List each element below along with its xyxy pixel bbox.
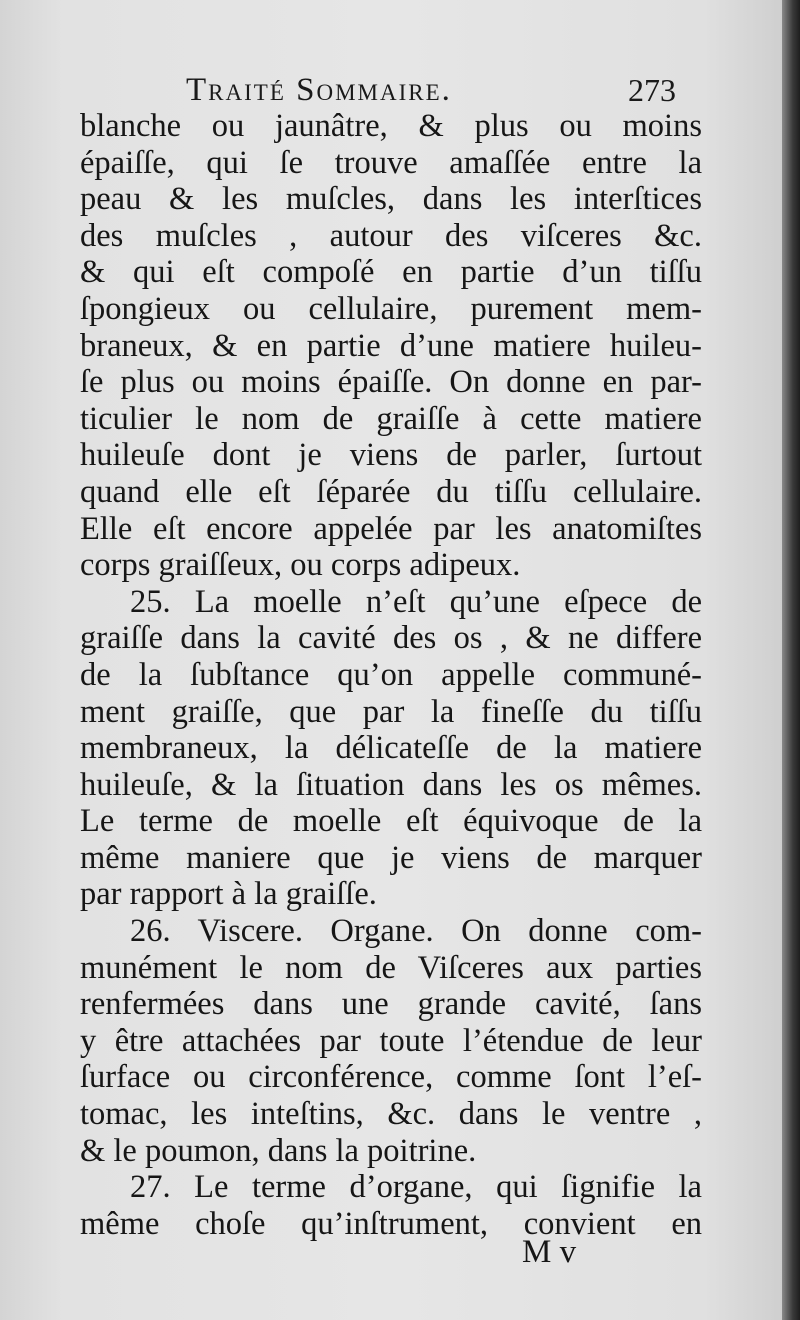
text-line: Elle eſt encore appelée par les anatomiſtes <box>80 510 702 547</box>
text-line: même choſe qu’inſtrument, convient en <box>80 1205 702 1242</box>
text-line: & qui eſt compoſé en partie d’un tiſſu <box>80 254 702 291</box>
text-line: 27. Le terme d’organe, qui ſignifie la <box>130 1169 702 1206</box>
text-line: & le poumon, dans la poitrine. <box>80 1132 477 1169</box>
text-line: par rapport à la graiſſe. <box>80 876 377 913</box>
page-edge-shadow <box>782 0 800 1320</box>
text-line: même maniere que je viens de marquer <box>80 839 702 876</box>
text-line: y être attachées par toute l’étendue de leur <box>80 1022 702 1059</box>
text-line: huileuſe dont je viens de parler, ſurtout <box>80 437 702 474</box>
text-line: renfermées dans une grande cavité, ſans <box>80 986 702 1023</box>
text-line: ſe plus ou moins épaiſſe. On donne en par- <box>80 364 702 401</box>
text-line: de la ſubſtance qu’on appelle communé- <box>80 656 702 693</box>
text-line: quand elle eſt ſéparée du tiſſu cellulaire. <box>80 473 702 510</box>
text-line: ticulier le nom de graiſſe à cette matiere <box>80 400 702 437</box>
text-line: tomac, les inteſtins, &c. dans le ventre , <box>80 1096 702 1133</box>
text-line: graiſſe dans la cavité des os , & ne differe <box>80 620 702 657</box>
text-line: ſpongieux ou cellulaire, purement mem- <box>80 290 702 327</box>
text-line: munément le nom de Viſceres aux parties <box>80 949 702 986</box>
text-line: 25. La moelle n’eſt qu’une eſpece de <box>130 583 702 620</box>
text-line: blanche ou jaunâtre, & plus ou moins <box>80 108 702 144</box>
text-line: peau & les muſcles, dans les interſtices <box>80 181 702 218</box>
text-line: huileuſe, & la ſituation dans les os mêmes. <box>80 766 702 803</box>
catchword: M v <box>522 1234 577 1270</box>
text-line: 26. Viscere. Organe. On donne com- <box>130 913 702 950</box>
text-line: braneux, & en partie d’une matiere huileu- <box>80 327 702 364</box>
body-text <box>80 108 702 1242</box>
text-line: épaiſſe, qui ſe trouve amaſſée entre la <box>80 144 702 181</box>
text-line: corps graiſſeux, ou corps adipeux. <box>80 547 521 584</box>
page-number: 273 <box>628 72 676 108</box>
text-line: ſurface ou circonférence, comme ſont l’eſ- <box>80 1059 702 1096</box>
running-title: Traité Sommaire. <box>186 72 452 108</box>
text-line: ment graiſſe, que par la fineſſe du tiſſu <box>80 693 702 730</box>
text-line: Le terme de moelle eſt équivoque de la <box>80 803 702 840</box>
text-line: membraneux, la délicateſſe de la matiere <box>80 730 702 767</box>
text-line: des muſcles , autour des viſceres &c. <box>80 217 702 254</box>
